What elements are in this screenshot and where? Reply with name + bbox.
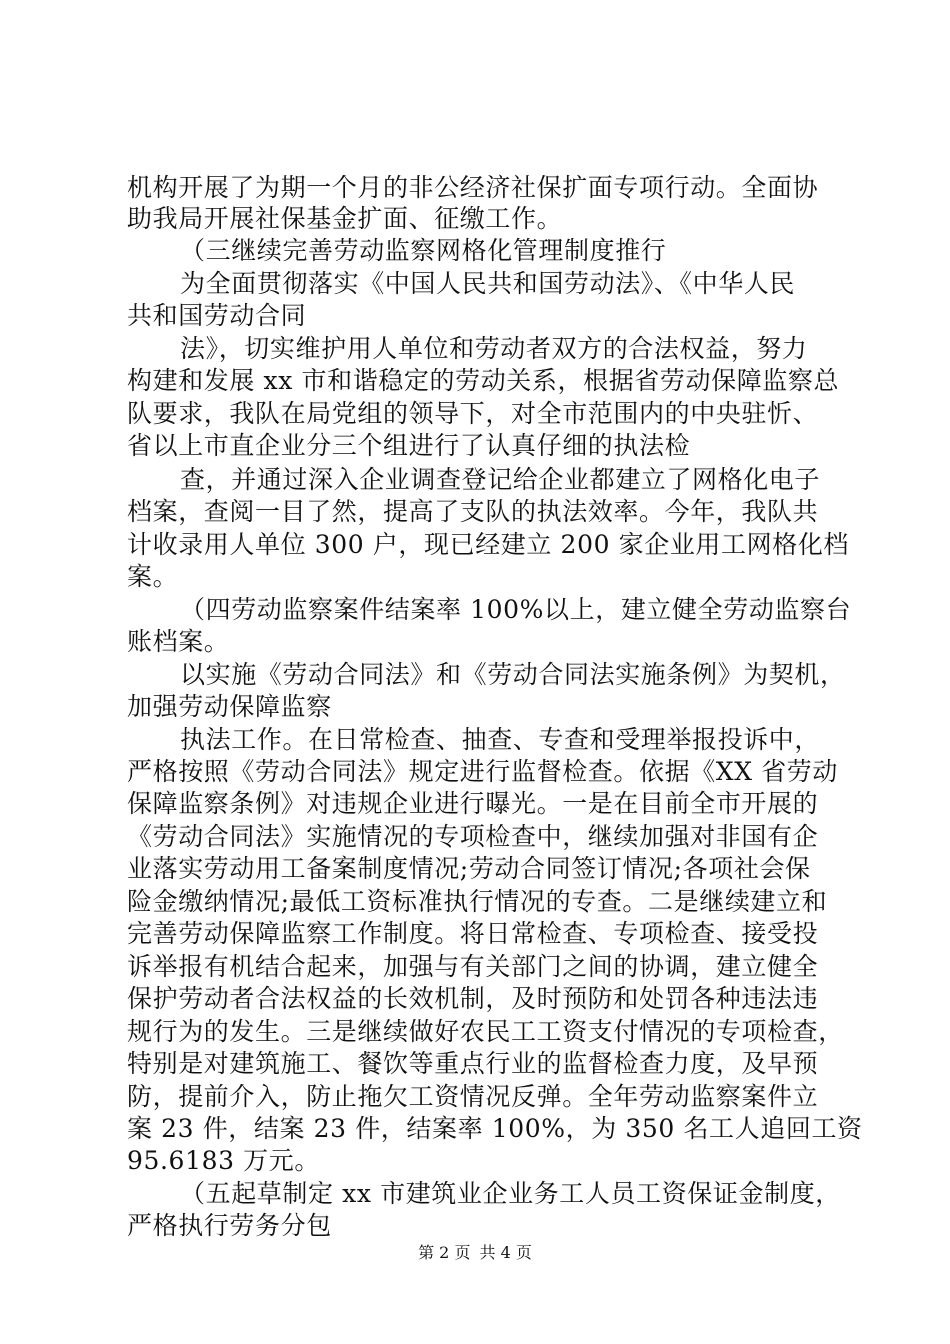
section-heading: （三继续完善劳动监察网格化管理制度推行	[180, 236, 667, 265]
text-line: 构建和发展 xx 市和谐稳定的劳动关系，根据省劳动保障监察总	[127, 366, 840, 395]
text-line: 机构开展了为期一个月的非公经济社保扩面专项行动。全面协	[127, 173, 819, 202]
text-line: 查，并通过深入企业调查登记给企业都建立了网格化电子	[180, 465, 821, 494]
text-line: 案 23 件，结案 23 件，结案率 100%，为 350 名工人追回工资	[127, 1114, 863, 1143]
text-line: 以实施《劳动合同法》和《劳动合同法实施条例》为契机，	[180, 660, 846, 689]
text-line: 档案，查阅一目了然，提高了支队的执法效率。今年，我队共	[127, 497, 819, 526]
page-footer	[0, 1243, 950, 1263]
text-line: 完善劳动保障监察工作制度。将日常检查、专项检查、接受投	[127, 919, 819, 948]
text-line: 规行为的发生。三是继续做好农民工工资支付情况的专项检查，	[127, 1017, 844, 1046]
text-line: 诉举报有机结合起来，加强与有关部门之间的协调，建立健全	[127, 952, 819, 981]
page-total: 共 4 页	[479, 1243, 532, 1262]
text-line: 严格按照《劳动合同法》规定进行监督检查。依据《XX 省劳动	[127, 757, 838, 786]
text-line: 案。	[127, 562, 179, 591]
text-line: 《劳动合同法》实施情况的专项检查中，继续加强对非国有企	[127, 822, 819, 851]
text-line: 队要求，我队在局党组的领导下，对全市范围内的中央驻忻、	[127, 399, 819, 428]
text-line: 险金缴纳情况;最低工资标准执行情况的专查。二是继续建立和	[127, 887, 828, 916]
text-line: 加强劳动保障监察	[127, 692, 332, 721]
text-line: 助我局开展社保基金扩面、征缴工作。	[127, 204, 563, 233]
section-heading: （四劳动监察案件结案率 100%以上，建立健全劳动监察台	[180, 595, 852, 624]
text-line: 严格执行劳务分包	[127, 1211, 332, 1240]
text-line: 95.6183 万元。	[127, 1146, 320, 1175]
text-line: 账档案。	[127, 627, 230, 656]
text-line: 业落实劳动用工备案制度情况;劳动合同签订情况;各项社会保	[127, 854, 811, 883]
text-line: 共和国劳动合同	[127, 301, 307, 330]
text-line: 保护劳动者合法权益的长效机制，及时预防和处罚各种违法违	[127, 984, 819, 1013]
text-line: 保障监察条例》对违规企业进行曝光。一是在目前全市开展的	[127, 789, 819, 818]
text-line: 防，提前介入，防止拖欠工资情况反弹。全年劳动监察案件立	[127, 1082, 819, 1111]
text-line: 特别是对建筑施工、餐饮等重点行业的监督检查力度，及早预	[127, 1049, 819, 1078]
text-line: 为全面贯彻落实《中国人民共和国劳动法》、《中华人民	[180, 269, 796, 298]
page-number: 第 2 页	[418, 1243, 471, 1262]
text-line: 法》，切实维护用人单位和劳动者双方的合法权益，努力	[180, 334, 808, 363]
text-line: 省以上市直企业分三个组进行了认真仔细的执法检	[127, 431, 691, 460]
text-line: 计收录用人单位 300 户，现已经建立 200 家企业用工网格化档	[127, 530, 850, 559]
text-line: 执法工作。在日常检查、抽查、专查和受理举报投诉中，	[180, 725, 821, 754]
section-heading: （五起草制定 xx 市建筑业企业务工人员工资保证金制度，	[180, 1179, 841, 1208]
